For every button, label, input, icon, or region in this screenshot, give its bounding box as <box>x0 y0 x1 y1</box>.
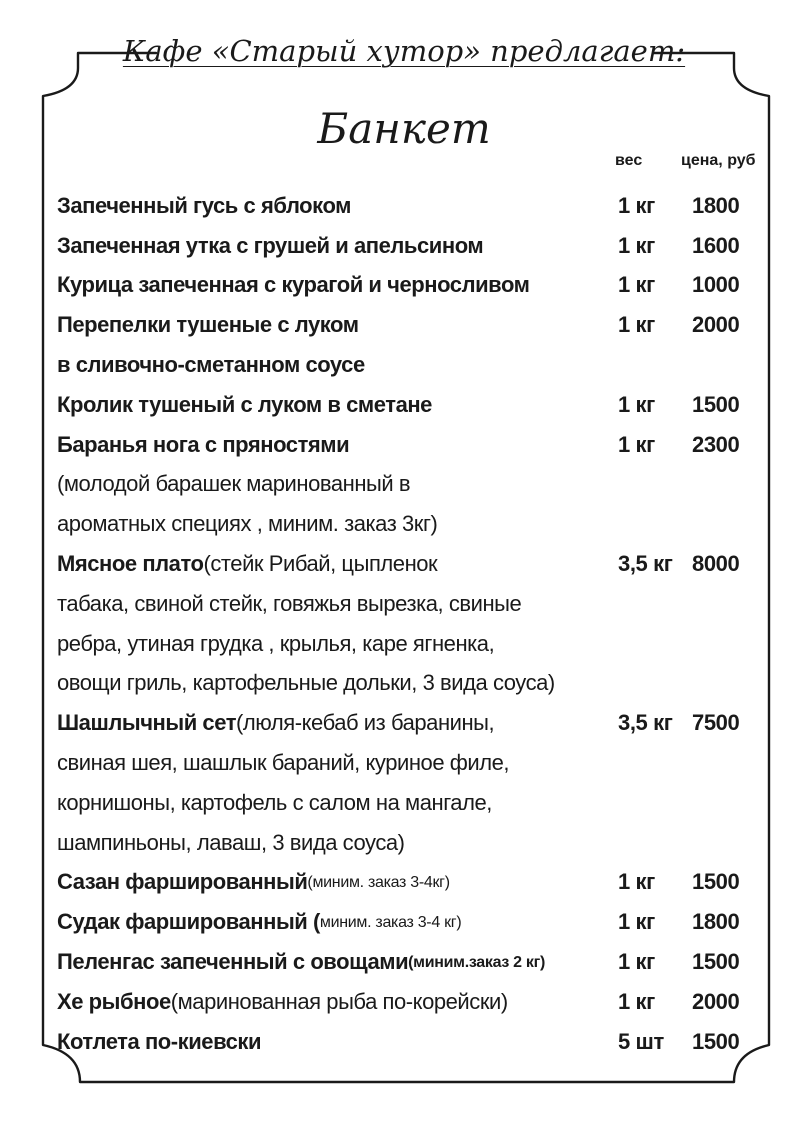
column-header-price: цена, руб <box>681 152 756 169</box>
section-title: Банкет <box>317 104 491 153</box>
menu-item <box>57 863 757 903</box>
dish-price: 1500 <box>692 869 740 895</box>
menu-item <box>57 305 757 345</box>
dish-description: (молодой барашек маринованный в <box>57 471 411 497</box>
dish-name: Кролик тушеный с луком в сметане <box>57 391 432 417</box>
dish-description-line <box>57 504 757 544</box>
dish-description-line <box>57 465 757 505</box>
dish-description-line <box>57 783 757 823</box>
dish-price: 1500 <box>692 1028 740 1054</box>
dish-description: (люля-кебаб из баранины, <box>236 710 495 736</box>
dish-name: Запеченный гусь с яблоком <box>57 192 351 218</box>
dish-weight: 1 кг <box>618 232 655 258</box>
dish-order-note: (миним.заказ 2 кг) <box>408 954 546 972</box>
dish-name: Котлета по-киевски <box>57 1028 262 1054</box>
dish-weight: 1 кг <box>618 192 655 218</box>
menu-item <box>57 902 757 942</box>
dish-price: 1600 <box>692 232 740 258</box>
menu-item <box>57 226 757 266</box>
dish-weight: 5 шт <box>618 1028 664 1054</box>
dish-price: 1500 <box>692 949 740 975</box>
dish-price: 2300 <box>692 431 740 457</box>
dish-description: свиная шея, шашлык бараний, куриное филе, <box>57 750 510 776</box>
dish-description: ребра, утиная грудка , крылья, каре ягненка, <box>57 630 495 656</box>
dish-name: Пеленгас запеченный с овощами <box>57 949 409 975</box>
dish-price: 1000 <box>692 272 740 298</box>
menu-item-continuation <box>57 345 757 385</box>
dish-name: Шашлычный сет <box>57 710 237 736</box>
dish-weight: 1 кг <box>618 949 655 975</box>
dish-weight: 1 кг <box>618 391 655 417</box>
menu-item <box>57 982 757 1022</box>
dish-weight: 1 кг <box>618 272 655 298</box>
dish-price: 1800 <box>692 192 740 218</box>
dish-description: ароматных специях , миним. заказ 3кг) <box>57 511 438 537</box>
dish-order-note: (миним. заказ 3-4кг) <box>307 874 450 892</box>
column-header-weight: вес <box>615 152 643 169</box>
menu-item <box>57 186 757 226</box>
menu-item <box>57 266 757 306</box>
menu-item <box>57 544 757 584</box>
dish-weight: 1 кг <box>618 988 655 1014</box>
dish-description-line <box>57 584 757 624</box>
dish-name: Перепелки тушеные с луком <box>57 312 359 338</box>
dish-description: (маринованная рыба по-корейски) <box>170 988 508 1014</box>
dish-order-note: миним. заказ 3-4 кг) <box>319 914 462 932</box>
dish-name: Судак фаршированный ( <box>57 909 320 935</box>
dish-weight: 1 кг <box>618 909 655 935</box>
dish-name: Запеченная утка с грушей и апельсином <box>57 232 484 258</box>
dish-weight: 1 кг <box>618 312 655 338</box>
dish-description-line <box>57 624 757 664</box>
dish-description: (стейк Рибай, цыпленок <box>203 551 438 577</box>
menu-item <box>57 385 757 425</box>
menu-item <box>57 425 757 465</box>
dish-description: овощи гриль, картофельные дольки, 3 вида соуса) <box>57 670 555 696</box>
cafe-heading: Кафе «Старый хутор» предлагает: <box>122 34 686 68</box>
dish-description-line <box>57 664 757 704</box>
dish-name: Курица запеченная с курагой и черносливом <box>57 272 530 298</box>
dish-price: 8000 <box>692 551 740 577</box>
banquet-menu-list <box>57 186 757 1062</box>
dish-description: шампиньоны, лаваш, 3 вида соуса) <box>57 829 405 855</box>
dish-name: Хе рыбное <box>57 988 171 1014</box>
dish-price: 7500 <box>692 710 740 736</box>
dish-price: 2000 <box>692 312 740 338</box>
dish-name: Баранья нога с пряностями <box>57 431 350 457</box>
dish-price: 2000 <box>692 988 740 1014</box>
dish-description-line <box>57 743 757 783</box>
dish-description: корнишоны, картофель с салом на мангале, <box>57 789 492 815</box>
dish-price: 1800 <box>692 909 740 935</box>
dish-name: Сазан фаршированный <box>57 869 308 895</box>
dish-price: 1500 <box>692 391 740 417</box>
dish-weight: 3,5 кг <box>618 710 673 736</box>
dish-weight: 1 кг <box>618 431 655 457</box>
dish-weight: 3,5 кг <box>618 551 673 577</box>
menu-item <box>57 703 757 743</box>
dish-name: Мясное плато <box>57 551 204 577</box>
menu-item <box>57 1022 757 1062</box>
dish-weight: 1 кг <box>618 869 655 895</box>
menu-item <box>57 942 757 982</box>
dish-description: табака, свиной стейк, говяжья вырезка, свиные <box>57 590 522 616</box>
dish-name-continued: в сливочно-сметанном соусе <box>57 352 365 378</box>
dish-description-line <box>57 823 757 863</box>
